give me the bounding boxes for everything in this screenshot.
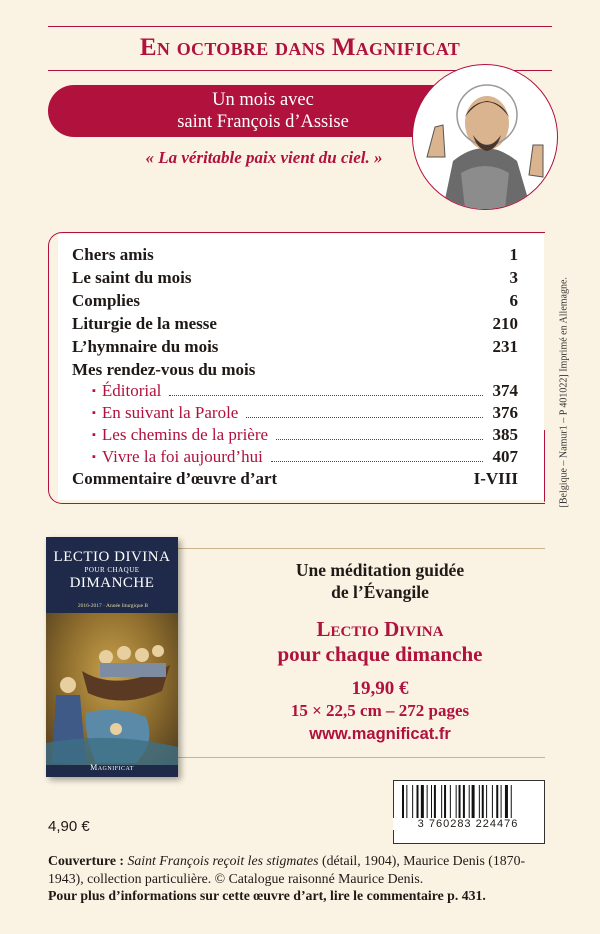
barcode-bar [402, 785, 404, 819]
toc-subrow: ▪ Les chemins de la prière 385 [92, 425, 518, 448]
cover-price: 4,90 € [48, 818, 90, 835]
barcode-bar [482, 785, 484, 819]
toc-row: L’hymnaire du mois 231 [72, 337, 518, 356]
toc-subrow: ▪ Vivre la foi aujourd’hui 407 [92, 447, 518, 470]
promo-line-2: de l’Évangile [331, 582, 429, 602]
saint-quote: « La véritable paix vient du ciel. » [145, 148, 383, 167]
page-title: En octobre dans Magnificat [139, 34, 461, 61]
book-cover [46, 537, 178, 777]
barcode-bar [496, 785, 498, 819]
barcode-bar [417, 785, 419, 819]
barcode-bar [412, 785, 413, 819]
barcode-bar [469, 785, 470, 819]
promo-title-1: Lectio Divina [316, 617, 444, 641]
toc-row: Complies 6 [72, 291, 518, 310]
promo-price: 19,90 € [351, 678, 409, 699]
barcode-bar [459, 785, 461, 819]
book-title-2: POUR CHAQUE [84, 566, 140, 574]
promo-dimensions: 15 × 22,5 cm – 272 pages [290, 701, 470, 720]
saint-portrait [412, 64, 558, 210]
toc-row: Mes rendez-vous du mois [72, 360, 256, 379]
barcode-bar [431, 785, 432, 819]
credit-label: Couverture : [48, 853, 124, 868]
cover-credit [48, 852, 558, 905]
credit-work: Saint François reçoit les stigmates [127, 853, 319, 868]
barcode-bar [472, 785, 475, 819]
book-brand: Magnificat [90, 763, 134, 772]
banner-line2: saint François d’Assise [177, 112, 349, 132]
boat-mosaic-illustration [46, 613, 178, 765]
printer-note: [Belgique – Namur1 – P 401022] Imprimé en Allemagne. [558, 277, 570, 508]
book-subtitle: 2016-2017 · Année liturgique B [77, 603, 149, 609]
barcode-bar [421, 785, 424, 819]
barcode-bar [450, 785, 451, 819]
barcode-bar [463, 785, 465, 819]
barcode-bar [456, 785, 457, 819]
barcode-bar [486, 785, 487, 819]
barcode-bar [505, 785, 508, 819]
book-cover-art [46, 613, 178, 765]
barcode-bar [434, 785, 436, 819]
credit-details: (détail, 1904), Maurice Denis (1870-1943), collection particulière. © Catalogue raisonné Maurice Denis. [48, 853, 526, 886]
barcode-bar [479, 785, 480, 819]
barcode-bar [427, 785, 428, 819]
book-title-3: DIMANCHE [69, 575, 155, 591]
toc-row: Liturgie de la messe 210 [72, 314, 518, 333]
toc-frame-right [544, 430, 545, 502]
top-rule [48, 26, 552, 27]
toc-row: Le saint du mois 3 [72, 268, 518, 287]
barcode [393, 780, 545, 844]
promo-url[interactable]: www.magnificat.fr [309, 725, 451, 743]
barcode-bar [444, 785, 446, 819]
toc-row: Chers amis 1 [72, 245, 518, 264]
barcode-digits: 3 760283 224476 [393, 818, 543, 830]
banner-line1: Un mois avec [212, 90, 314, 110]
promo-title-2: pour chaque dimanche [277, 642, 483, 666]
promo-line-1: Une méditation guidée [295, 560, 465, 580]
toc-subrow: ▪ En suivant la Parole 376 [92, 403, 518, 426]
barcode-bar [441, 785, 442, 819]
toc-subrow: ▪ Éditorial 374 [92, 381, 518, 404]
barcode-bar [406, 785, 407, 819]
saint-francis-illustration [413, 65, 557, 209]
barcode-bar [492, 785, 493, 819]
credit-more-info: Pour plus d’informations sur cette œuvre d’art, lire le commentaire p. 431. [48, 888, 486, 903]
toc-row: Commentaire d’œuvre d’art I-VIII [72, 469, 518, 488]
barcode-bar [511, 785, 512, 819]
barcode-bar [501, 785, 502, 819]
book-title-1: LECTIO DIVINA [53, 549, 171, 565]
